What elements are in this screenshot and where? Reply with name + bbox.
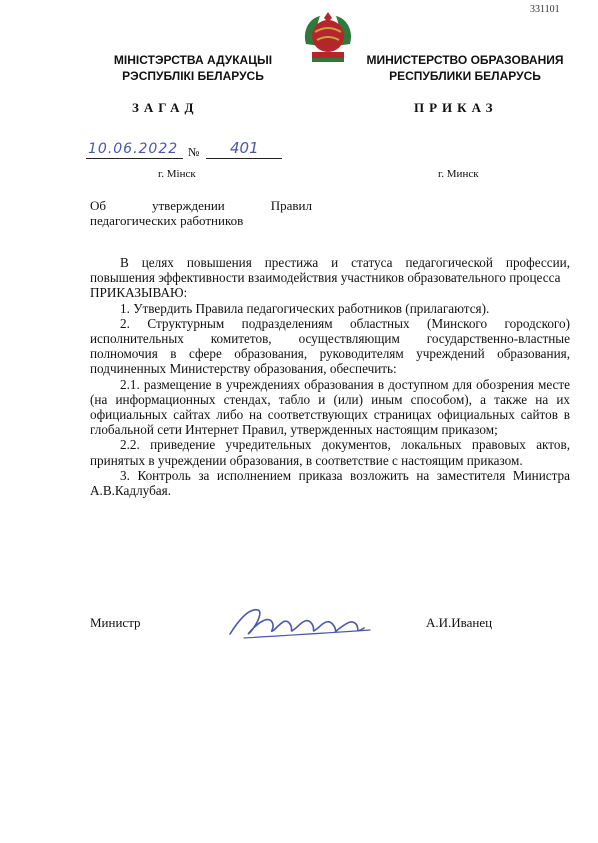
subject-word: Правил: [270, 198, 312, 213]
order-title-russian: ПРИКАЗ: [414, 100, 498, 115]
document-number: 331101: [530, 4, 560, 15]
item-2: 2. Структурным подразделениям областных (Минского городского) исполнительных комитетов, осуществляющим государственно-властные полномочия в сфере образования, руководителям учреждений образования, подчиненных Министерству образования, обеспечить:: [90, 315, 570, 377]
handwritten-signature-icon: [224, 600, 374, 642]
handwritten-date: 10.06.2022: [88, 141, 179, 157]
signer-title: Министр: [90, 615, 141, 630]
command-word: ПРИКАЗЫВАЮ:: [90, 285, 188, 301]
item-2-1: 2.1. размещение в учреждениях образования в доступном для обозрения месте (на информационных стендах, табло и (или) иным способом), а также на их официальных сайтах либо на соответствующих страницах официальных сайтов в глобальной сети Интернет Правил, утвержденных настоящим приказом;: [90, 376, 570, 438]
number-underline: [206, 158, 282, 159]
item-1: 1. Утвердить Правила педагогических работников (прилагаются).: [120, 300, 490, 316]
item-2-2: 2.2. приведение учредительных документов, локальных правовых актов, принятых в учреждении образования, в соответствие с настоящим приказом.: [90, 437, 570, 468]
handwritten-order-number: 401: [230, 139, 259, 157]
header-line: МІНІСТЭРСТВА АДУКАЦЫІ: [113, 53, 273, 67]
header-line: МИНИСТЕРСТВО ОБРАЗОВАНИЯ: [366, 53, 564, 67]
header-line: РЭСПУБЛІКІ БЕЛАРУСЬ: [122, 69, 264, 83]
order-subject: [90, 198, 312, 228]
ministry-header-belarusian: [88, 52, 298, 84]
city-russian: г. Минск: [438, 168, 479, 180]
subject-line: педагогических работников: [90, 213, 244, 228]
order-body: [90, 255, 570, 498]
order-title-belarusian: ЗАГАД: [132, 100, 199, 115]
date-underline: [86, 158, 183, 159]
subject-word: Об: [90, 198, 107, 213]
state-emblem-icon: [298, 10, 358, 66]
city-belarusian: г. Мінск: [158, 168, 196, 180]
signer-name: А.И.Иванец: [426, 615, 493, 630]
intro-paragraph: В целях повышения престижа и статуса педагогической профессии, повышения эффективности взаимодействия участников образовательного процесса: [90, 255, 570, 286]
subject-word: утверждении: [152, 198, 225, 213]
item-3: 3. Контроль за исполнением приказа возложить на заместителя Министра А.В.Кадлубая.: [90, 467, 570, 499]
header-line: РЕСПУБЛИКИ БЕЛАРУСЬ: [389, 69, 541, 83]
ministry-header-russian: [356, 52, 574, 84]
number-sign: №: [188, 145, 200, 159]
